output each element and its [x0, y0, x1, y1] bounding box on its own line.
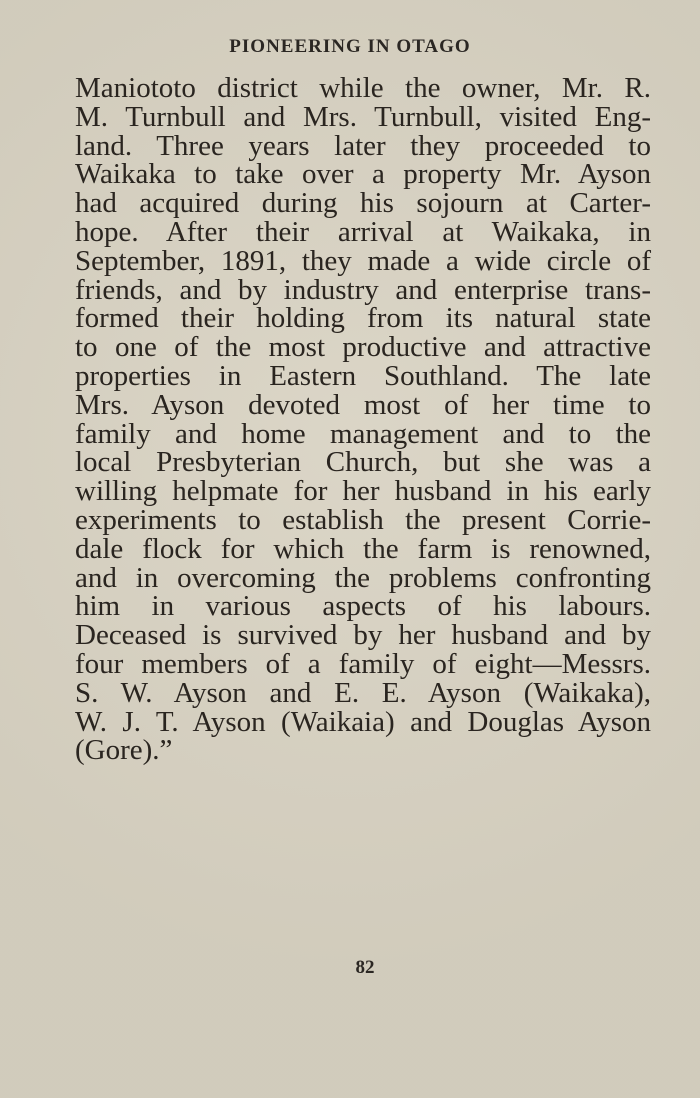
- text-line: him in various aspects of his labours.: [75, 590, 651, 623]
- text-line: September, 1891, they made a wide circle of: [75, 244, 651, 277]
- body-paragraph: [75, 74, 651, 765]
- page-number: 82: [355, 957, 375, 978]
- running-head: PIONEERING IN OTAGO: [229, 36, 471, 57]
- text-line: local Presbyterian Church, but she was a: [75, 446, 651, 479]
- text-line: and in overcoming the problems confronting: [75, 561, 651, 594]
- text-line: four members of a family of eight—Messrs.: [75, 647, 651, 680]
- text-line: family and home management and to the: [75, 417, 651, 450]
- text-line: Maniototo district while the owner, Mr. R.: [75, 72, 651, 104]
- text-line: W. J. T. Ayson (Waikaia) and Douglas Ayson: [75, 705, 651, 738]
- text-line: S. W. Ayson and E. E. Ayson (Waikaka),: [75, 676, 651, 709]
- text-line: had acquired during his sojourn at Carter-: [75, 187, 651, 220]
- text-line: Mrs. Ayson devoted most of her time to: [75, 388, 651, 421]
- text-line: experiments to establish the present Corrie-: [75, 503, 651, 536]
- text-line: Waikaka to take over a property Mr. Ayson: [75, 158, 651, 191]
- text-line: dale flock for which the farm is renowned,: [75, 532, 651, 565]
- text-line: hope. After their arrival at Waikaka, in: [75, 215, 651, 248]
- text-line: willing helpmate for her husband in his early: [75, 475, 651, 508]
- text-line: friends, and by industry and enterprise trans-: [75, 273, 651, 306]
- text-line: M. Turnbull and Mrs. Turnbull, visited Eng-: [75, 100, 651, 133]
- text-line: Deceased is survived by her husband and by: [75, 619, 651, 652]
- text-line: to one of the most productive and attractive: [75, 331, 651, 364]
- text-line: land. Three years later they proceeded to: [75, 129, 651, 162]
- text-line: formed their holding from its natural state: [75, 302, 651, 335]
- text-line: (Gore).”: [75, 734, 173, 767]
- text-line: properties in Eastern Southland. The late: [75, 359, 651, 392]
